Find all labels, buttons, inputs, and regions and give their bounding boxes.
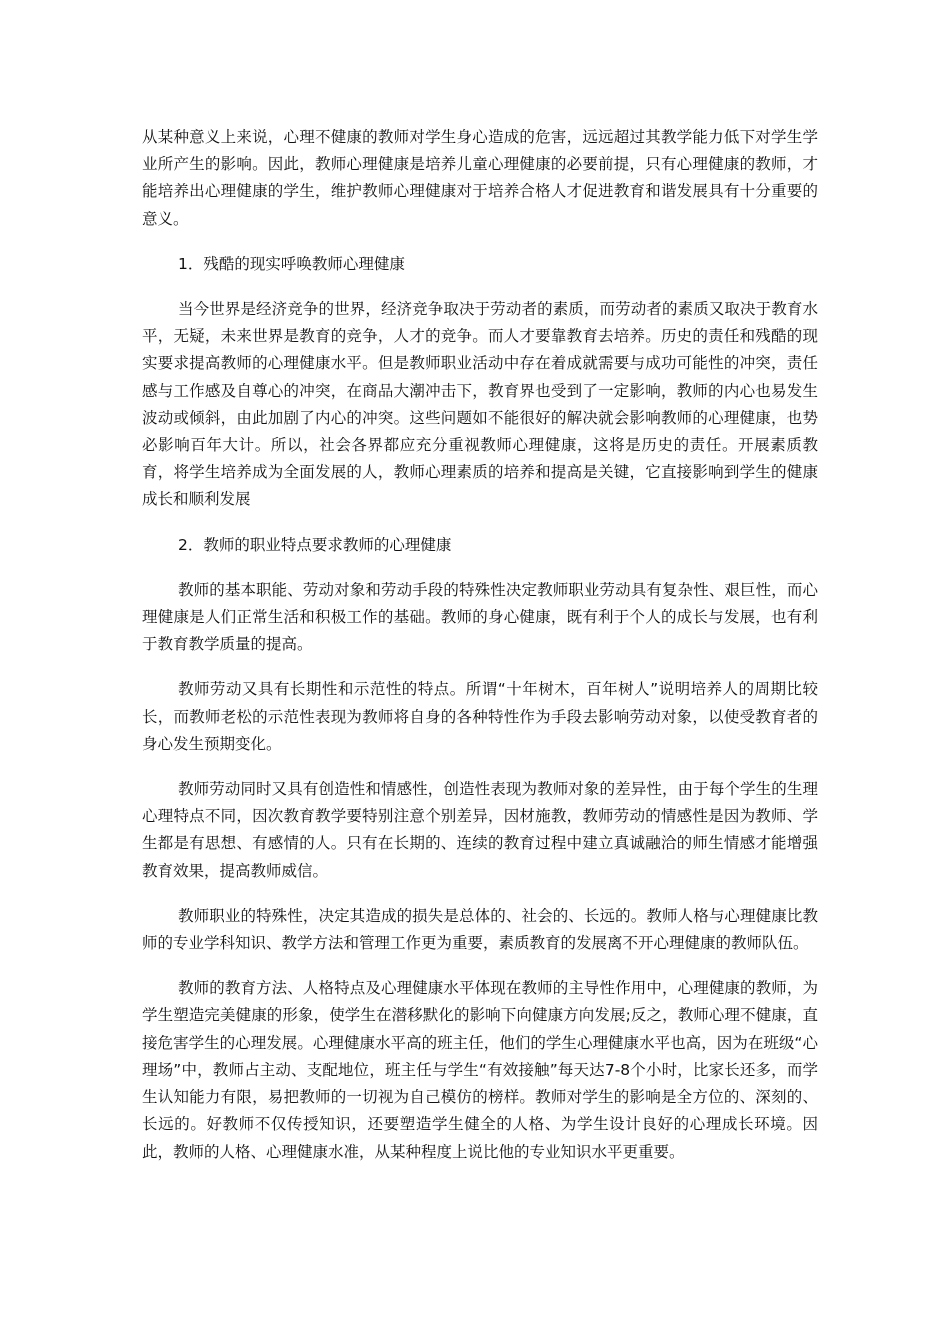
body-paragraph: 教师劳动同时又具有创造性和情感性，创造性表现为教师对象的差异性，由于每个学生的生理心理特点不同，因次教育教学要特别注意个别差异，因材施教，教师劳动的情感性是因为教师、学生都是有思想、有感情的人。只有在长期的、连续的教育过程中建立真诚融洽的师生情感才能增强教育效果，提高教师威信。 — [142, 780, 818, 880]
document-body — [142, 124, 818, 1184]
body-paragraph: 教师劳动又具有长期性和示范性的特点。所谓“十年树木，百年树人”说明培养人的周期比较长，而教师老松的示范性表现为教师将自身的各种特性作为手段去影响劳动对象，以使受教育者的身心发生预期变化。 — [142, 680, 818, 753]
section-heading-2: 2．教师的职业特点要求教师的心理健康 — [178, 535, 452, 554]
body-paragraph: 教师的基本职能、劳动对象和劳动手段的特殊性决定教师职业劳动具有复杂性、艰巨性，而心理健康是人们正常生活和积极工作的基础。教师的身心健康，既有利于个人的成长与发展，也有利于教育教学质量的提高。 — [142, 580, 818, 654]
body-paragraph: 教师职业的特殊性，决定其造成的损失是总体的、社会的、长远的。教师人格与心理健康比教师的专业学科知识、教学方法和管理工作更为重要，素质教育的发展离不开心理健康的教师队伍。 — [142, 906, 818, 953]
body-paragraph: 当今世界是经济竞争的世界，经济竞争取决于劳动者的素质，而劳动者的素质又取决于教育水平，无疑，未来世界是教育的竞争，人才的竞争。而人才要靠教育去培养。历史的责任和残酷的现实要求提高教师的心理健康水平。但是教师职业活动中存在着成就需要与成功可能性的冲突，责任感与工作感及自尊心的冲突，在商品大潮冲击下，教育界也受到了一定影响，教师的内心也易发生波动或倾斜，由此加剧了内心的冲突。这些问题如不能很好的解决就会影响教师的心理健康，也势必影响百年大计。所以，社会各界都应充分重视教师心理健康，这将是历史的责任。开展素质教育，将学生培养成为全面发展的人，教师心理素质的培养和提高是关键，它直接影响到学生的健康成长和顺利发展 — [142, 300, 818, 509]
intro-paragraph: 从某种意义上来说，心理不健康的教师对学生身心造成的危害，远远超过其教学能力低下对学生学业所产生的影响。因此，教师心理健康是培养儿童心理健康的必要前提，只有心理健康的教师，才能培养出心理健康的学生，维护教师心理健康对于培养合格人才促进教育和谐发展具有十分重要的意义。 — [142, 128, 818, 228]
body-paragraph: 教师的教育方法、人格特点及心理健康水平体现在教师的主导性作用中，心理健康的教师，为学生塑造完美健康的形象，使学生在潜移默化的影响下向健康方向发展;反之，教师心理不健康，直接危害学生的心理发展。心理健康水平高的班主任，他们的学生心理健康水平也高，因为在班级“心理场”中，教师占主动、支配地位，班主任与学生“有效接触”每天达7-8个小时，比家长还多，而学生认知能力有限，易把教师的一切视为自己模仿的榜样。教师对学生的影响是全方位的、深刻的、长远的。好教师不仅传授知识，还要塑造学生健全的人格、为学生设计良好的心理成长环境。因此，教师的人格、心理健康水准，从某种程度上说比他的专业知识水平更重要。 — [142, 979, 818, 1161]
section-heading-1: 1．残酷的现实呼唤教师心理健康 — [178, 254, 405, 273]
